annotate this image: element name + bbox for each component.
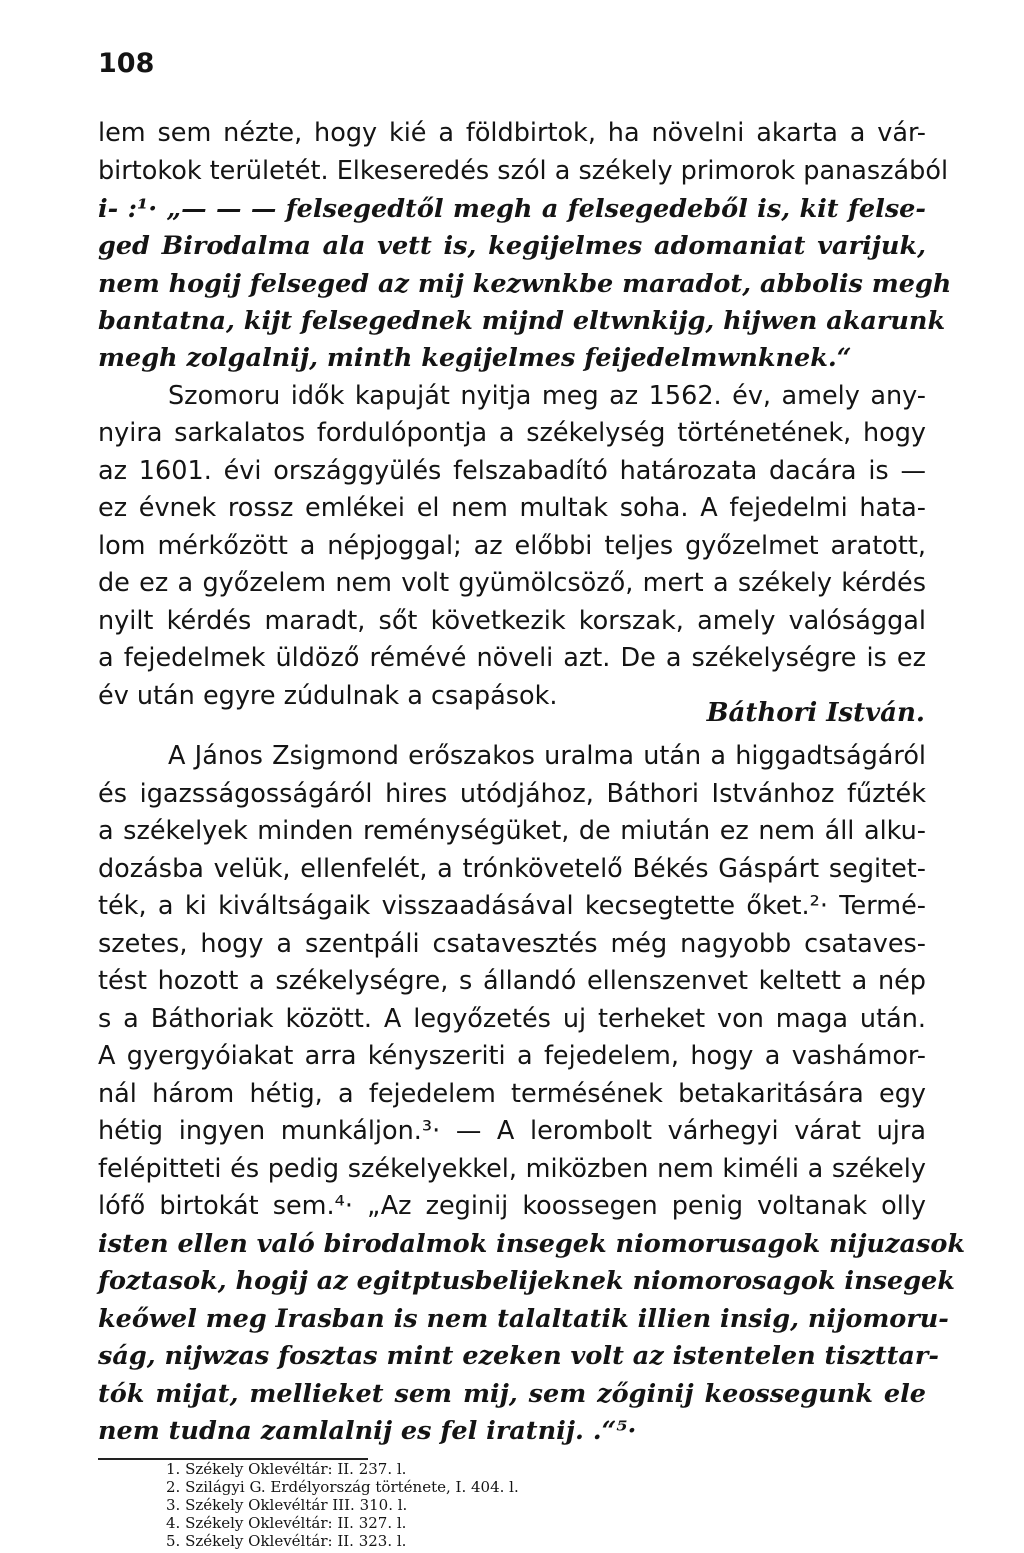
text-line: tók mijat, mellieket sem mij, sem zőginij keossegunk ele bbox=[98, 1379, 926, 1409]
text-line: a székelyek minden reménységüket, de miután ez nem áll alku- bbox=[98, 816, 926, 846]
text-line: tést hozott a székelységre, s állandó ellenszenvet keltett a nép bbox=[98, 966, 926, 996]
footnote: 3. Székely Oklevéltár III. 310. l. bbox=[166, 1496, 408, 1514]
text-line: s a Báthoriak között. A legyőzetés uj terheket von maga után. bbox=[98, 1004, 926, 1034]
text-line: nyilt kérdés maradt, sőt következik korszak, amely valósággal bbox=[98, 606, 926, 636]
text-line: isten ellen való birodalmok insegek niomorusagok nijuzasok bbox=[98, 1229, 966, 1259]
text-line: ez évnek rossz emlékei el nem multak soha. A fejedelmi hata- bbox=[98, 493, 926, 523]
footnote: 5. Székely Oklevéltár: II. 323. l. bbox=[166, 1532, 407, 1550]
text-line: év után egyre zúdulnak a csapások. bbox=[98, 681, 558, 711]
text-line: ged Birodalma ala vett is, kegijelmes adomaniat varijuk, bbox=[98, 231, 926, 261]
text-line: ság, nijwzas fosztas mint ezeken volt az istentelen tiszttar- bbox=[98, 1341, 939, 1371]
text-line: nál három hétig, a fejedelem termésének betakaritására egy bbox=[98, 1079, 926, 1109]
text-line: ték, a ki kiváltságaik visszaadásával kecsegtette őket.²· Termé- bbox=[98, 891, 926, 921]
text-line: nem hogij felseged az mij kezwnkbe maradot, abbolis megh bbox=[98, 269, 952, 299]
text-line: A János Zsigmond erőszakos uralma után a higgadtságáról bbox=[168, 741, 926, 771]
page-number: 108 bbox=[98, 48, 155, 79]
footnote: 1. Székely Oklevéltár: II. 237. l. bbox=[166, 1460, 407, 1478]
text-line: Szomoru idők kapuját nyitja meg az 1562. év, amely any- bbox=[168, 381, 926, 411]
text-line: de ez a győzelem nem volt gyümölcsöző, mert a székely kérdés bbox=[98, 568, 926, 598]
text-line: megh zolgalnij, minth kegijelmes feijedelmwnknek.“ bbox=[98, 343, 852, 373]
footnote: 4. Székely Oklevéltár: II. 327. l. bbox=[166, 1514, 407, 1532]
footnote: 2. Szilágyi G. Erdélyország története, I. 404. l. bbox=[166, 1478, 519, 1496]
text-line: foztasok, hogij az egitptusbelijeknek niomorosagok insegek bbox=[98, 1266, 955, 1296]
text-line: és igazsságosságáról hires utódjához, Báthori Istvánhoz fűzték bbox=[98, 779, 926, 809]
section-heading: Báthori István. bbox=[706, 698, 925, 728]
text-line: szetes, hogy a szentpáli csatavesztés még nagyobb csataves- bbox=[98, 929, 926, 959]
text-line: nyira sarkalatos fordulópontja a székelység történetének, hogy bbox=[98, 418, 926, 448]
text-line: nem tudna zamlalnij es fel iratnij. .“⁵· bbox=[98, 1416, 637, 1446]
text-line: a fejedelmek üldöző rémévé növeli azt. De a székelységre is ez bbox=[98, 643, 926, 673]
text-line: lófő birtokát sem.⁴· „Az zeginij koossegen penig voltanak olly bbox=[98, 1191, 926, 1221]
text-line: az 1601. évi országgyülés felszabadító határozata dacára is — bbox=[98, 456, 926, 486]
text-line: keőwel meg Irasban is nem talaltatik illien insig, nijomoru- bbox=[98, 1304, 949, 1334]
text-line: dozásba velük, ellenfelét, a trónkövetelő Békés Gáspárt segitet- bbox=[98, 854, 926, 884]
text-line: bantatna, kijt felsegednek mijnd eltwnkijg, hijwen akarunk bbox=[98, 306, 946, 336]
text-line: A gyergyóiakat arra kényszeriti a fejedelem, hogy a vashámor- bbox=[98, 1041, 926, 1071]
text-line: birtokok területét. Elkeseredés szól a székely primorok panaszából bbox=[98, 156, 949, 186]
text-line: felépitteti és pedig székelyekkel, miközben nem kiméli a székely bbox=[98, 1154, 926, 1184]
text-line: lem sem nézte, hogy kié a földbirtok, ha növelni akarta a vár- bbox=[98, 118, 926, 148]
text-line: hétig ingyen munkáljon.³· — A lerombolt várhegyi várat ujra bbox=[98, 1116, 926, 1146]
text-line: i- :¹· „— — — felsegedtől megh a felsegedeből is, kit felse- bbox=[98, 194, 926, 224]
text-line: lom mérkőzött a népjoggal; az előbbi teljes győzelmet aratott, bbox=[98, 531, 926, 561]
